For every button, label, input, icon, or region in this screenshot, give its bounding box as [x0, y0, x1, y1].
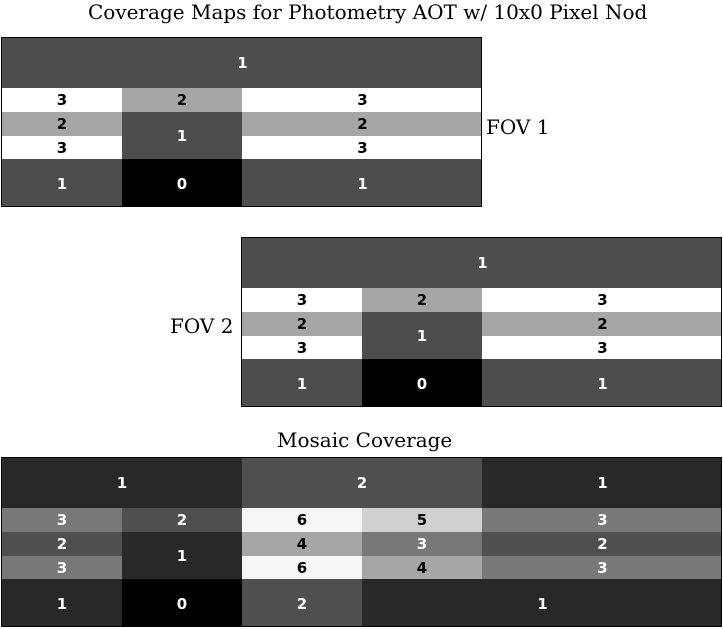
mosaic-cell: 0 — [122, 579, 242, 627]
mosaic-title: Mosaic Coverage — [277, 428, 453, 452]
mosaic-cell: 2 — [242, 458, 482, 508]
fov2-cell: 1 — [362, 312, 482, 359]
mosaic-coverage-map — [1, 457, 722, 627]
fov2-cell: 1 — [482, 359, 722, 407]
fov2-cell: 2 — [242, 312, 362, 336]
mosaic-cell: 2 — [242, 579, 362, 627]
fov1-coverage-map — [1, 37, 482, 207]
mosaic-cell: 5 — [362, 508, 482, 532]
fov2-label: FOV 2 — [170, 314, 234, 338]
fov1-cell: 2 — [242, 112, 482, 136]
mosaic-cell: 2 — [482, 532, 722, 556]
mosaic-cell: 1 — [2, 579, 122, 627]
mosaic-cell: 4 — [362, 556, 482, 579]
fov2-cell: 2 — [482, 312, 722, 336]
fov1-cell: 3 — [2, 88, 122, 112]
fov1-cell: 1 — [2, 38, 482, 88]
mosaic-cell: 6 — [242, 556, 362, 579]
fov2-coverage-map — [241, 237, 722, 407]
mosaic-cell: 3 — [2, 508, 122, 532]
fov1-cell: 1 — [122, 112, 242, 159]
mosaic-cell: 6 — [242, 508, 362, 532]
mosaic-cell: 3 — [362, 532, 482, 556]
fov1-cell: 0 — [122, 159, 242, 207]
mosaic-cell: 1 — [2, 458, 242, 508]
fov1-cell: 1 — [242, 159, 482, 207]
mosaic-cell: 3 — [482, 508, 722, 532]
fov1-cell: 3 — [2, 136, 122, 159]
fov2-cell: 0 — [362, 359, 482, 407]
mosaic-cell: 1 — [362, 579, 722, 627]
mosaic-cell: 4 — [242, 532, 362, 556]
mosaic-cell: 2 — [2, 532, 122, 556]
mosaic-cell: 3 — [482, 556, 722, 579]
fov1-cell: 3 — [242, 136, 482, 159]
fov1-label: FOV 1 — [486, 115, 550, 139]
mosaic-cell: 3 — [2, 556, 122, 579]
fov2-cell: 1 — [242, 238, 722, 288]
mosaic-cell: 2 — [122, 508, 242, 532]
mosaic-cell: 1 — [122, 532, 242, 579]
fov2-cell: 3 — [242, 288, 362, 312]
mosaic-cell: 1 — [482, 458, 722, 508]
fov1-cell: 1 — [2, 159, 122, 207]
fov1-cell: 2 — [2, 112, 122, 136]
fov2-cell: 3 — [482, 288, 722, 312]
fov1-cell: 2 — [122, 88, 242, 112]
fov1-cell: 3 — [242, 88, 482, 112]
page-title: Coverage Maps for Photometry AOT w/ 10x0 Pixel Nod — [88, 0, 648, 24]
fov2-cell: 3 — [242, 336, 362, 359]
fov2-cell: 1 — [242, 359, 362, 407]
fov2-cell: 3 — [482, 336, 722, 359]
fov2-cell: 2 — [362, 288, 482, 312]
